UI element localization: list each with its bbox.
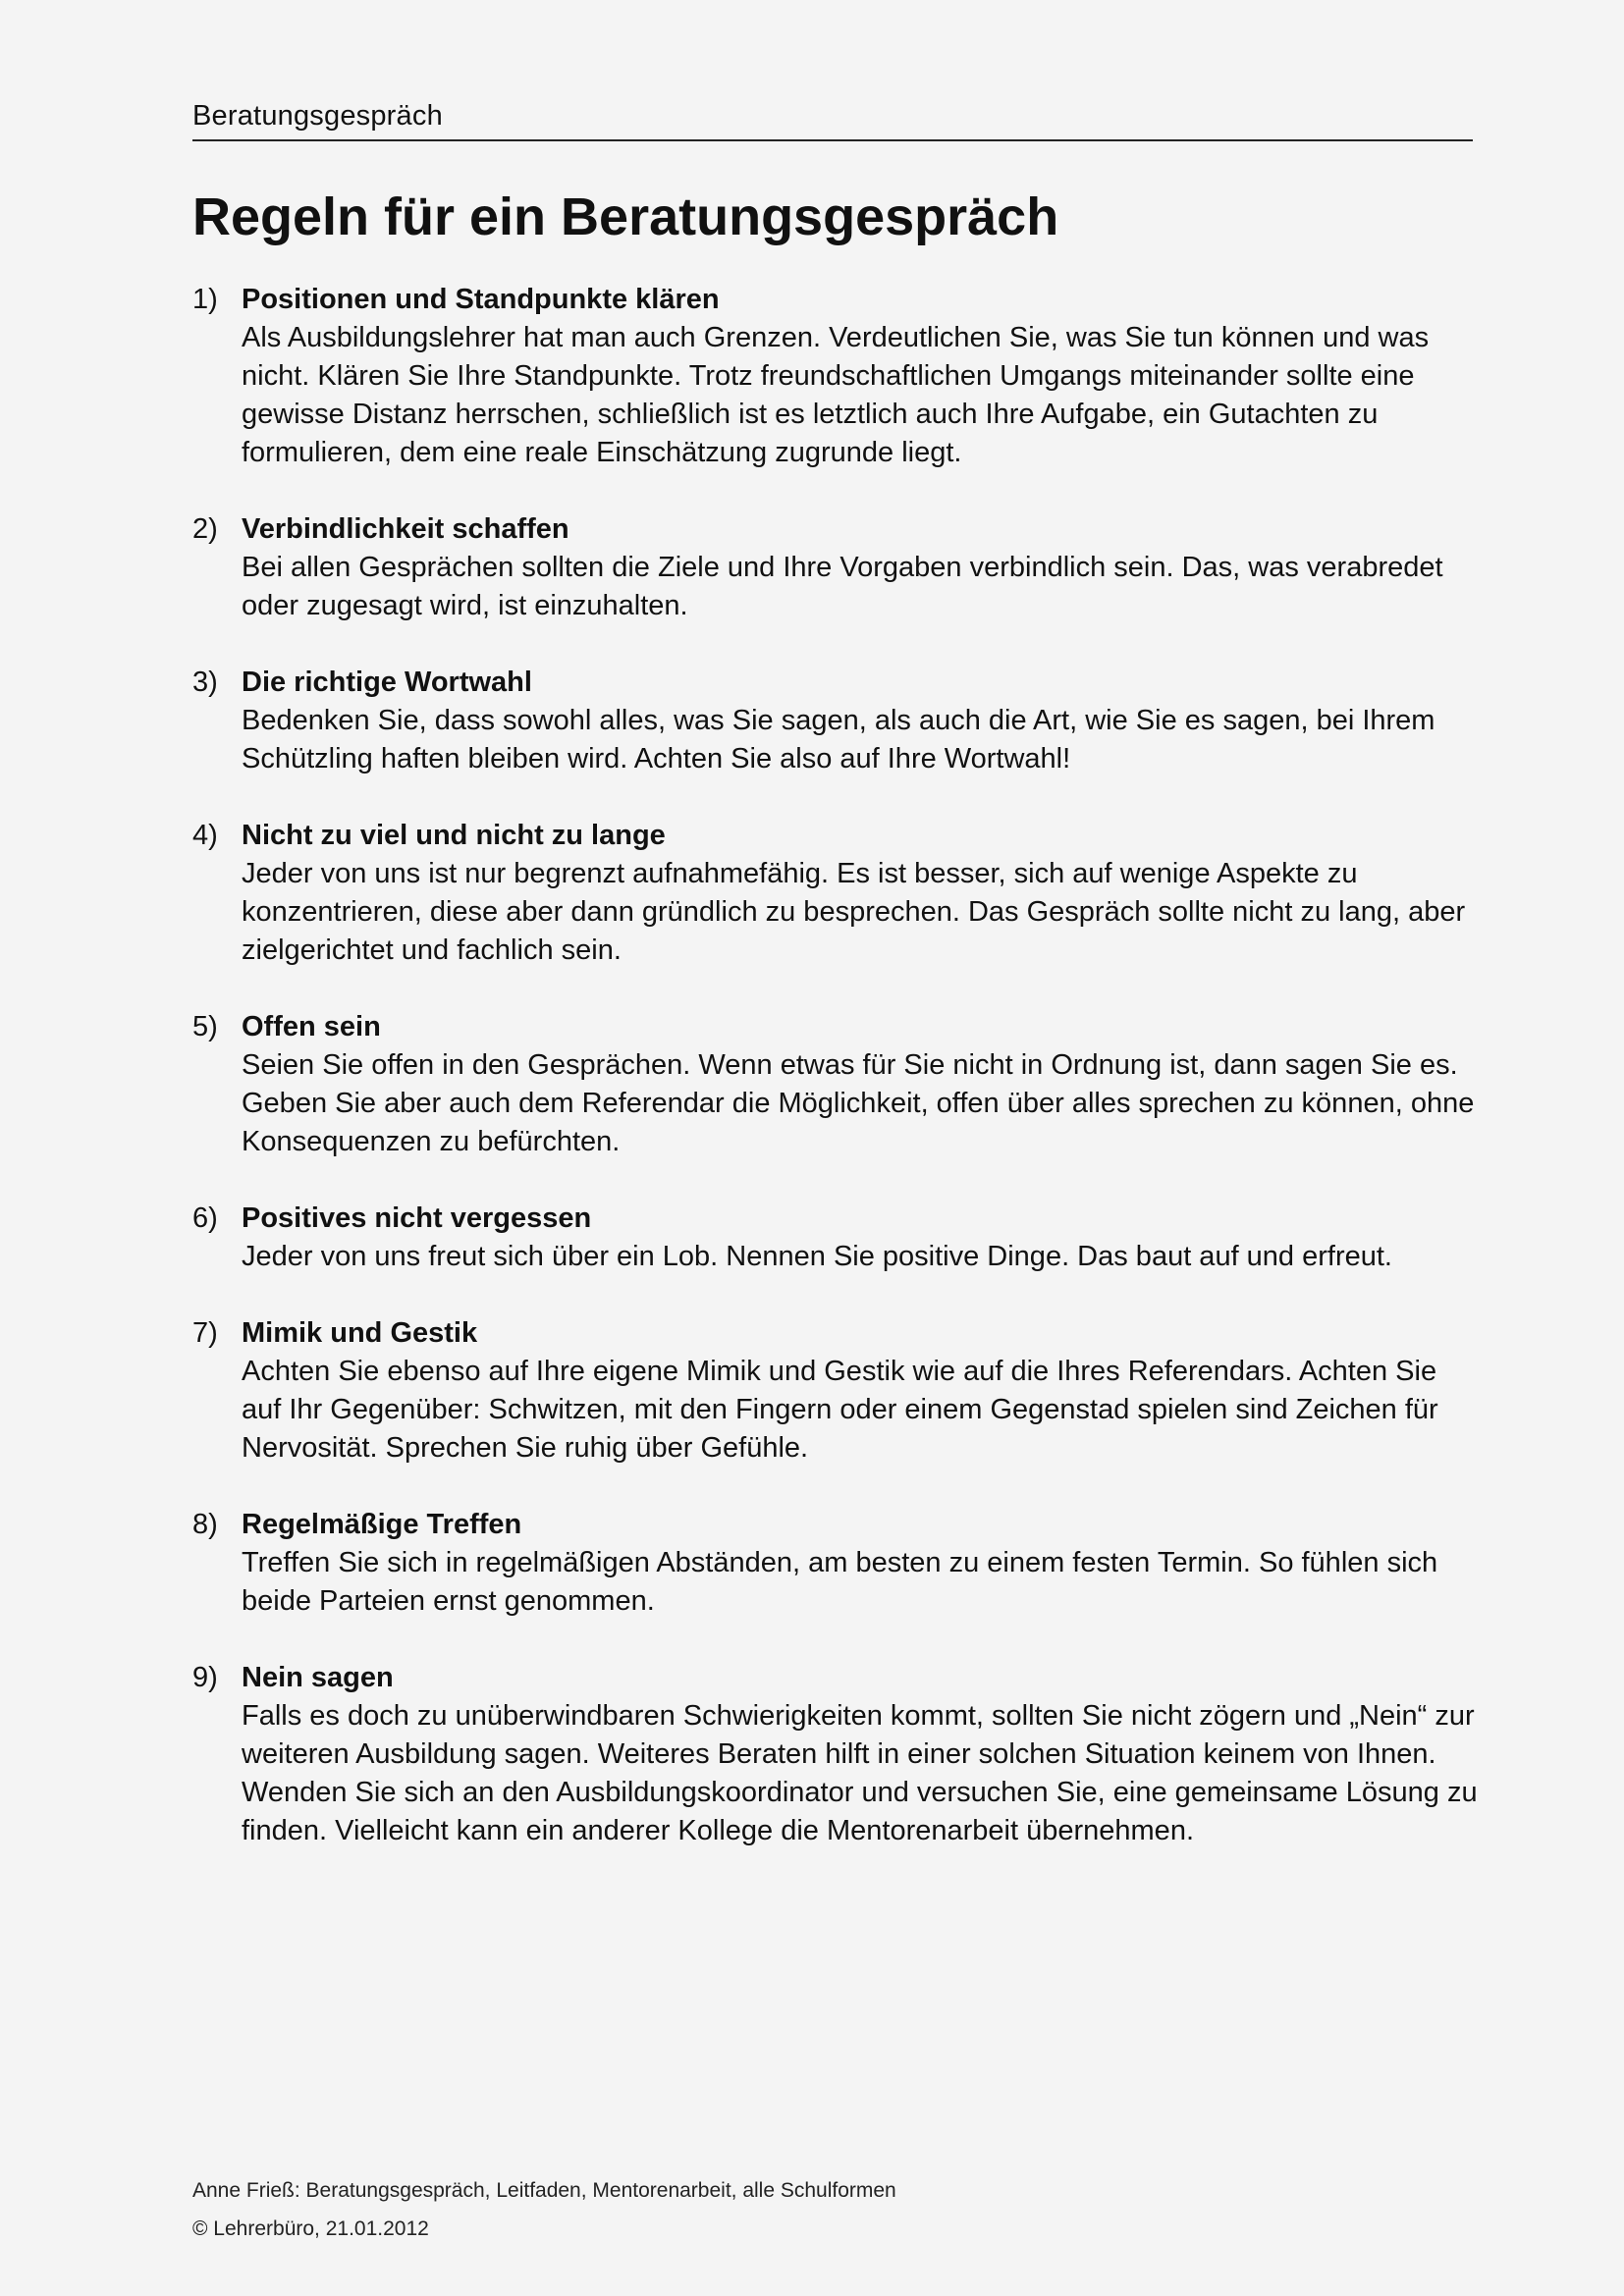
rule-item [192, 1008, 1479, 1161]
page-title: Regeln für ein Beratungsgespräch [192, 187, 1059, 246]
rule-heading: Positives nicht vergessen [242, 1202, 592, 1234]
rule-heading: Nicht zu viel und nicht zu lange [242, 820, 666, 851]
rule-text: Jeder von uns freut sich über ein Lob. Nennen Sie positive Dinge. Das baut auf und erfreut. [242, 1241, 1392, 1272]
rules-list [192, 281, 1479, 1889]
header-title: Beratungsgespräch [192, 100, 443, 132]
rule-heading: Regelmäßige Treffen [242, 1509, 522, 1540]
rule-item [192, 510, 1479, 625]
rule-text: Falls es doch zu unüberwindbaren Schwierigkeiten kommt, sollten Sie nicht zögern und „Nein“ zur weiteren Ausbildung sagen. Weiteres Beraten hilft in einer solchen Situation keinem von Ihnen. Wenden Sie sich an den Ausbildungskoordinator und versuchen Sie, eine gemeinsame Lösung zu finden. Vielleicht kann ein anderer Kollege die Mentorenarbeit übernehmen. [242, 1700, 1478, 1846]
rule-heading: Offen sein [242, 1011, 381, 1042]
rule-number: 2) [192, 513, 218, 545]
footer-copyright: © Lehrerbüro, 21.01.2012 [192, 2217, 429, 2240]
rule-number: 3) [192, 667, 218, 698]
page-header [192, 98, 1473, 141]
rule-text: Treffen Sie sich in regelmäßigen Abständen, am besten zu einem festen Termin. So fühlen sich beide Parteien ernst genommen. [242, 1547, 1438, 1617]
rule-number: 8) [192, 1509, 218, 1540]
rule-item [192, 1506, 1479, 1621]
rule-text: Jeder von uns ist nur begrenzt aufnahmefähig. Es ist besser, sich auf wenige Aspekte zu konzentrieren, diese aber dann gründlich zu besprechen. Das Gespräch sollte nicht zu lang, aber zielgerichtet und fachlich sein. [242, 858, 1466, 966]
rule-item [192, 817, 1479, 970]
footer-source: Anne Frieß: Beratungsgespräch, Leitfaden, Mentorenarbeit, alle Schulformen [192, 2179, 896, 2202]
page-footer [192, 2171, 896, 2248]
rule-number: 1) [192, 284, 218, 315]
rule-number: 7) [192, 1317, 218, 1349]
rule-number: 9) [192, 1662, 218, 1693]
rule-item [192, 281, 1479, 472]
rule-number: 6) [192, 1202, 218, 1234]
rule-text: Als Ausbildungslehrer hat man auch Grenzen. Verdeutlichen Sie, was Sie tun können und was nicht. Klären Sie Ihre Standpunkte. Trotz freundschaftlichen Umgangs miteinander sollte eine gewisse Distanz herrschen, schließlich ist es letztlich auch Ihre Aufgabe, ein Gutachten zu formulieren, dem eine reale Einschätzung zugrunde liegt. [242, 322, 1430, 468]
rule-text: Seien Sie offen in den Gesprächen. Wenn etwas für Sie nicht in Ordnung ist, dann sagen Sie es. Geben Sie aber auch dem Referendar die Möglichkeit, offen über alles sprechen zu können, ohne Konsequenzen zu befürchten. [242, 1049, 1475, 1157]
rule-heading: Die richtige Wortwahl [242, 667, 532, 698]
rule-number: 5) [192, 1011, 218, 1042]
rule-item [192, 1659, 1479, 1850]
rule-number: 4) [192, 820, 218, 851]
rule-item [192, 1314, 1479, 1468]
rule-text: Achten Sie ebenso auf Ihre eigene Mimik und Gestik wie auf die Ihres Referendars. Achten Sie auf Ihr Gegenüber: Schwitzen, mit den Fingern oder einem Gegenstad spielen sind Zeichen für Nervosität. Sprechen Sie ruhig über Gefühle. [242, 1356, 1438, 1464]
rule-item [192, 664, 1479, 778]
rule-text: Bei allen Gesprächen sollten die Ziele und Ihre Vorgaben verbindlich sein. Das, was verabredet oder zugesagt wird, ist einzuhalten. [242, 552, 1443, 621]
rule-heading: Positionen und Standpunkte klären [242, 284, 720, 315]
rule-text: Bedenken Sie, dass sowohl alles, was Sie sagen, als auch die Art, wie Sie es sagen, bei Ihrem Schützling haften bleiben wird. Achten Sie also auf Ihre Wortwahl! [242, 705, 1435, 774]
rule-heading: Verbindlichkeit schaffen [242, 513, 569, 545]
rule-heading: Nein sagen [242, 1662, 394, 1693]
rule-item [192, 1200, 1479, 1276]
rule-heading: Mimik und Gestik [242, 1317, 478, 1349]
